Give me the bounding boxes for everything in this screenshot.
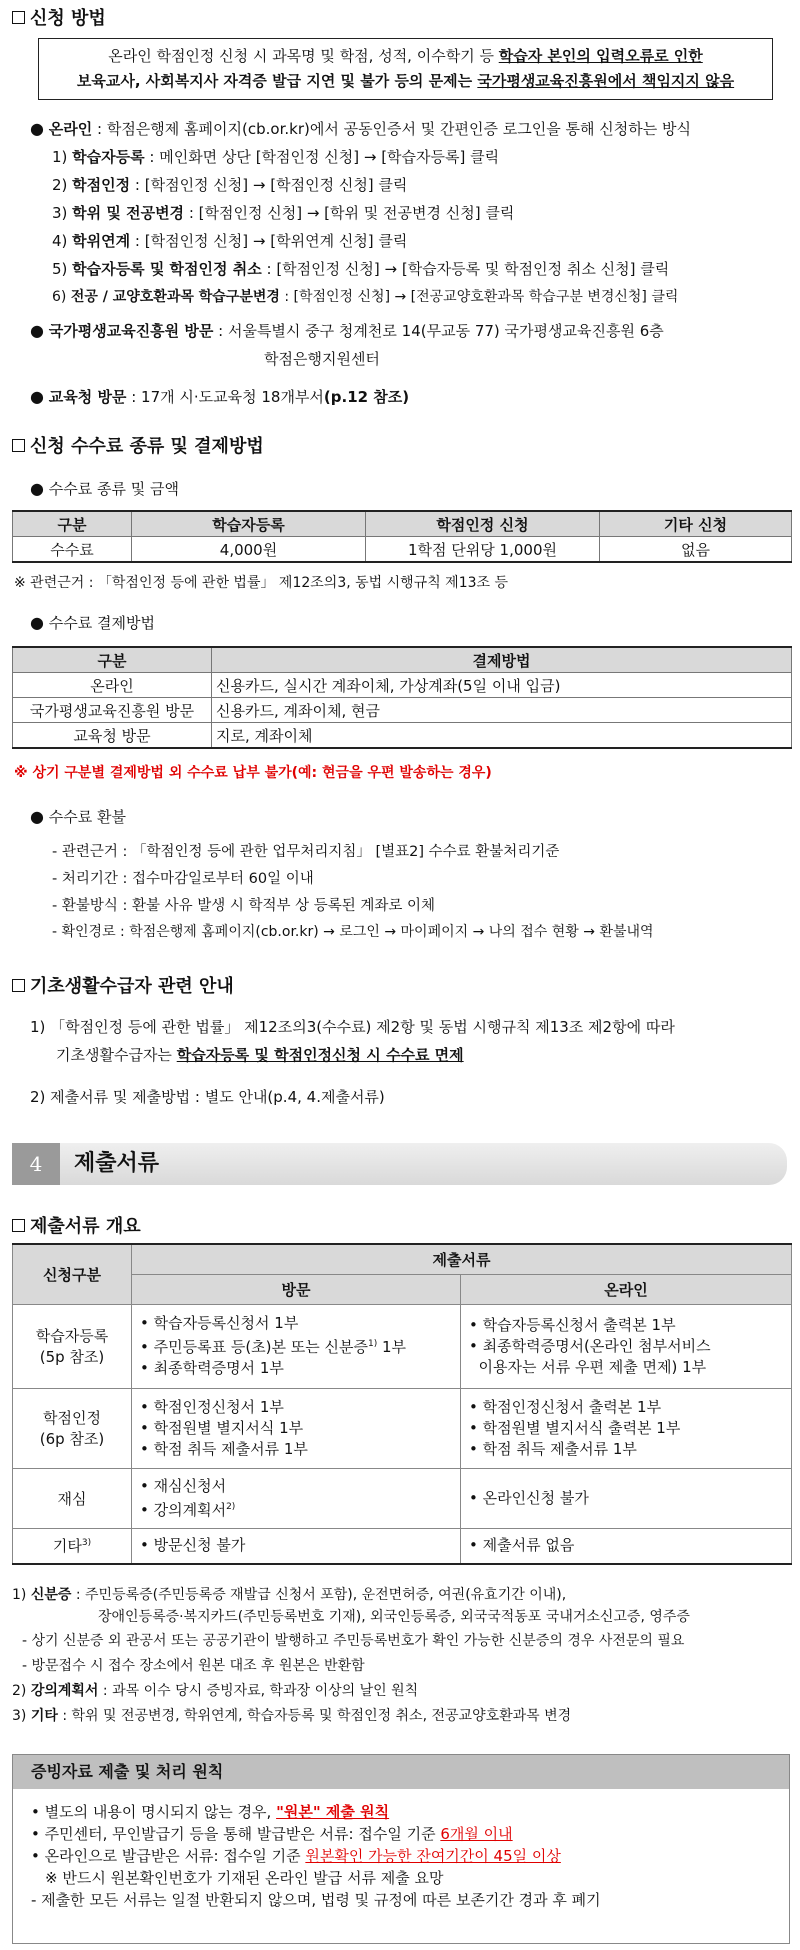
text: • 재심신청서 bbox=[140, 1476, 227, 1495]
text: 기초생활수급자는 bbox=[56, 1046, 177, 1064]
text: 학습자등록 및 학점인정 취소 bbox=[72, 260, 262, 278]
text: : 서울특별시 중구 청계천로 14(무교동 77) 국가평생교육진흥원 6층 bbox=[213, 322, 664, 340]
section-apply-title bbox=[12, 4, 106, 30]
text: 신청 수수료 종류 및 결제방법 bbox=[30, 436, 264, 457]
text: 국가평생교육진흥원 방문 bbox=[48, 322, 214, 340]
text: 6) bbox=[52, 289, 71, 305]
evidence-body bbox=[31, 1801, 601, 1911]
text: 원본확인 가능한 잔여기간이 45일 이상 bbox=[305, 1847, 561, 1865]
table-header: 신청구분 bbox=[13, 1244, 132, 1304]
text: • 별도의 내용이 명시되지 않는 경우, bbox=[31, 1803, 277, 1821]
footnote-1-cont: 장애인등록증·복지카드(주민등록번호 기재), 외국인등록증, 외국국적동포 국내거소신고증, 영주증 bbox=[98, 1609, 690, 1625]
table-row bbox=[13, 698, 792, 723]
text: • 최종학력증명서 1부 bbox=[140, 1359, 284, 1377]
notice-box bbox=[38, 38, 773, 100]
text: : 메인화면 상단 [학점인정 신청] → [학습자등록] 클릭 bbox=[144, 148, 500, 166]
table-row bbox=[13, 537, 792, 563]
text: • 학점 취득 제출서류 1부 bbox=[469, 1439, 637, 1458]
table-row bbox=[13, 1304, 792, 1388]
text: 학위연계 bbox=[72, 232, 131, 250]
text: 신분증 bbox=[30, 1587, 72, 1603]
text: 지로, 계좌이체 bbox=[212, 723, 792, 749]
text: 기초생활수급자 관련 안내 bbox=[30, 976, 234, 997]
text: 신용카드, 계좌이체, 현금 bbox=[212, 698, 792, 723]
checkbox-square-icon bbox=[12, 1219, 25, 1232]
text: 강의계획서 bbox=[30, 1683, 99, 1699]
apply-step bbox=[52, 230, 407, 251]
table-header: 결제방법 bbox=[212, 647, 792, 673]
text: 보육교사, 사회복지사 자격증 발급 지연 및 불가 등의 문제는 bbox=[76, 72, 478, 90]
text: 1) bbox=[52, 148, 73, 166]
text: 학점인정 bbox=[43, 1409, 101, 1427]
text: 2) bbox=[226, 1501, 236, 1512]
text: 6개월 이내 bbox=[440, 1825, 513, 1843]
refund-item: - 관련근거 : 「학점인정 등에 관한 업무처리지침」 [별표2] 수수료 환불처리기준 bbox=[52, 844, 560, 860]
text: 없음 bbox=[600, 537, 792, 563]
checkbox-square-icon bbox=[12, 439, 25, 452]
text: (6p 참조) bbox=[39, 1430, 105, 1448]
text: : 과목 이수 당시 증빙자료, 학과장 이상의 날인 원칙 bbox=[98, 1683, 419, 1699]
footnote-3 bbox=[12, 1705, 571, 1725]
section-basic-title bbox=[12, 972, 234, 998]
footnote-1 bbox=[12, 1584, 566, 1604]
apply-step bbox=[52, 146, 499, 167]
text: • 온라인신청 불가 bbox=[469, 1488, 589, 1507]
checkbox-square-icon bbox=[12, 11, 25, 24]
apply-online bbox=[30, 118, 691, 139]
text: • 학점원별 별지서식 출력본 1부 bbox=[469, 1418, 681, 1437]
text: 국가평생교육진흥원 방문 bbox=[13, 698, 212, 723]
footnote-2 bbox=[12, 1680, 418, 1700]
text: : [학점인정 신청] → [전공교양호환과목 학습구분 변경신청] 클릭 bbox=[279, 289, 679, 305]
text: 온라인 bbox=[48, 120, 93, 138]
table-row bbox=[13, 723, 792, 749]
text: (p.12 참조) bbox=[323, 388, 410, 406]
chapter-banner bbox=[12, 1143, 787, 1185]
refund-item: - 처리기간 : 접수마감일로부터 60일 이내 bbox=[52, 871, 314, 887]
text: • 학습자등록신청서 1부 bbox=[140, 1314, 299, 1332]
text: 수수료 결제방법 bbox=[48, 614, 155, 632]
payment-warning: ※ 상기 구분별 결제방법 외 수수료 납부 불가(예: 현금을 우편 발송하는 경우) bbox=[14, 765, 492, 781]
text: : 학점은행제 홈페이지(cb.or.kr)에서 공동인증서 및 간편인증 로그인을 통해 신청하는 방식 bbox=[92, 120, 691, 138]
refund-label bbox=[30, 806, 126, 827]
apply-step bbox=[52, 202, 514, 223]
bullet-icon: ● bbox=[30, 321, 44, 340]
text: 재심 bbox=[13, 1468, 132, 1528]
text: 온라인 bbox=[13, 673, 212, 698]
text: • 학습자등록신청서 출력본 1부 bbox=[469, 1315, 676, 1334]
text: • 학점 취득 제출서류 1부 bbox=[140, 1439, 308, 1458]
chapter-title: 제출서류 bbox=[74, 1151, 160, 1176]
text: 1) bbox=[12, 1587, 31, 1603]
text: 기타 bbox=[52, 1537, 82, 1556]
bullet-icon: ● bbox=[30, 807, 44, 826]
basic-item-1: 1) 「학점인정 등에 관한 법률」 제12조의3(수수료) 제2항 및 동법 시행규칙 제13조 제2항에 따라 bbox=[30, 1018, 675, 1036]
text: 수수료 bbox=[13, 537, 132, 563]
text: "원본" 제출 원칙 bbox=[276, 1803, 390, 1821]
bullet-icon: ● bbox=[30, 613, 44, 632]
text: 교육청 방문 bbox=[13, 723, 212, 749]
evidence-box bbox=[12, 1754, 790, 1944]
text: 3) bbox=[12, 1708, 31, 1724]
text: 전공 / 교양호환과목 학습구분변경 bbox=[70, 289, 280, 305]
table-row bbox=[13, 673, 792, 698]
footnote-1-sub: - 상기 신분증 외 관공서 또는 공공기관이 발행하고 주민등록번호가 확인 가능한 신분증의 경우 사전문의 필요 bbox=[22, 1633, 685, 1649]
chapter-number: 4 bbox=[12, 1143, 60, 1185]
text: : 학위 및 전공변경, 학위연계, 학습자등록 및 학점인정 취소, 전공교양호환과목 변경 bbox=[57, 1708, 572, 1724]
text: 기타 bbox=[30, 1708, 58, 1724]
text: : [학점인정 신청] → [학위 및 전공변경 신청] 클릭 bbox=[184, 204, 515, 222]
text: • 학점인정신청서 1부 bbox=[140, 1397, 284, 1416]
text: 학습자 본인의 입력오류로 인한 bbox=[498, 47, 703, 65]
text: 2) bbox=[52, 176, 73, 194]
table-header: 학점인정 신청 bbox=[366, 511, 600, 537]
text: 제출서류 개요 bbox=[30, 1216, 141, 1237]
fee-types-label bbox=[30, 478, 179, 499]
apply-step bbox=[52, 286, 678, 306]
table-header: 구분 bbox=[13, 647, 212, 673]
text: 국가평생교육진흥원에서 책임지지 않음 bbox=[477, 72, 735, 90]
text: 1부 bbox=[377, 1338, 407, 1356]
text: 학점인정 bbox=[72, 176, 131, 194]
text: 학습자등록 및 학점인정신청 시 수수료 면제 bbox=[176, 1046, 464, 1064]
basic-item-1-cont bbox=[56, 1044, 464, 1065]
table-header: 학습자등록 bbox=[132, 511, 366, 537]
text: 수수료 환불 bbox=[48, 808, 126, 826]
evidence-title: 증빙자료 제출 및 처리 원칙 bbox=[13, 1755, 789, 1789]
fee-pay-label bbox=[30, 612, 155, 633]
text: : [학점인정 신청] → [학위연계 신청] 클릭 bbox=[130, 232, 408, 250]
bullet-icon: ● bbox=[30, 479, 44, 498]
text: • 강의계획서 bbox=[140, 1500, 227, 1519]
text: 3) bbox=[52, 204, 73, 222]
text: ※ 반드시 원본확인번호가 기재된 온라인 발급 서류 제출 요망 bbox=[45, 1869, 444, 1887]
text: 신청 방법 bbox=[30, 8, 106, 29]
text: • 주민센터, 무인발급기 등을 통해 발급받은 서류: 접수일 기준 bbox=[31, 1825, 441, 1843]
fee-table bbox=[12, 510, 792, 563]
text: 학습자등록 bbox=[35, 1327, 109, 1345]
text: (5p 참조) bbox=[39, 1348, 105, 1366]
text: 온라인 학점인정 신청 시 과목명 및 학점, 성적, 이수학기 등 bbox=[108, 47, 499, 65]
payment-table bbox=[12, 646, 792, 749]
table-row bbox=[13, 1468, 792, 1528]
bullet-icon: ● bbox=[30, 387, 44, 406]
text: 4,000원 bbox=[132, 537, 366, 563]
apply-step bbox=[52, 258, 669, 279]
text: 신용카드, 실시간 계좌이체, 가상계좌(5일 이내 입금) bbox=[212, 673, 792, 698]
apply-visit-line2: 학점은행지원센터 bbox=[264, 350, 380, 368]
documents-table bbox=[12, 1243, 792, 1565]
text: • 주민등록표 등(초)본 또는 신분증 bbox=[140, 1338, 368, 1356]
table-header: 제출서류 bbox=[132, 1244, 792, 1274]
text: : 주민등록증(주민등록증 재발급 신청서 포함), 운전면허증, 여권(유효기간 이내), bbox=[71, 1587, 567, 1603]
text: 1학점 단위당 1,000원 bbox=[366, 537, 600, 563]
text: • 최종학력증명서(온라인 첨부서비스 bbox=[469, 1336, 711, 1355]
text: 1) bbox=[368, 1339, 378, 1349]
text: • 학점인정신청서 출력본 1부 bbox=[469, 1397, 662, 1416]
law-note: ※ 관련근거 : 「학점인정 등에 관한 법률」 제12조의3, 동법 시행규칙 제13조 등 bbox=[14, 575, 509, 591]
table-header: 방문 bbox=[132, 1274, 461, 1304]
table-row bbox=[13, 1388, 792, 1468]
text: • 온라인으로 발급받은 서류: 접수일 기준 bbox=[31, 1847, 306, 1865]
text: • 학점원별 별지서식 1부 bbox=[140, 1418, 304, 1437]
table-header: 기타 신청 bbox=[600, 511, 792, 537]
text: : [학점인정 신청] → [학점인정 신청] 클릭 bbox=[130, 176, 408, 194]
table-header: 구분 bbox=[13, 511, 132, 537]
text: 3) bbox=[81, 1538, 92, 1549]
apply-edu bbox=[30, 386, 409, 407]
apply-visit bbox=[30, 320, 664, 341]
text: 교육청 방문 bbox=[48, 388, 127, 406]
text: 4) bbox=[52, 232, 73, 250]
text: 학습자등록 bbox=[72, 148, 145, 166]
section-docs-title bbox=[12, 1212, 141, 1238]
checkbox-square-icon bbox=[12, 979, 25, 992]
text: • 방문신청 불가 bbox=[140, 1536, 246, 1555]
text: 2) bbox=[12, 1683, 31, 1699]
text: : 17개 시·도교육청 18개부서 bbox=[126, 388, 324, 406]
apply-step bbox=[52, 174, 407, 195]
text: 이용자는 서류 우편 제출 면제) 1부 bbox=[469, 1357, 707, 1376]
text: 수수료 종류 및 금액 bbox=[48, 480, 179, 498]
text: 5) bbox=[52, 260, 73, 278]
text: 학위 및 전공변경 bbox=[72, 204, 185, 222]
refund-item: - 확인경로 : 학점은행제 홈페이지(cb.or.kr) → 로그인 → 마이페이지 → 나의 접수 현황 → 환불내역 bbox=[52, 924, 654, 940]
footnote-1-sub: - 방문접수 시 접수 장소에서 원본 대조 후 원본은 반환함 bbox=[22, 1658, 365, 1674]
bullet-icon: ● bbox=[30, 119, 44, 138]
text: : [학점인정 신청] → [학습자등록 및 학점인정 취소 신청] 클릭 bbox=[261, 260, 670, 278]
text: - 제출한 모든 서류는 일절 반환되지 않으며, 법령 및 규정에 따른 보존기간 경과 후 폐기 bbox=[31, 1891, 601, 1909]
basic-item-2: 2) 제출서류 및 제출방법 : 별도 안내(p.4, 4.제출서류) bbox=[30, 1088, 385, 1106]
text: • 제출서류 없음 bbox=[469, 1536, 575, 1555]
refund-item: - 환불방식 : 환불 사유 발생 시 학적부 상 등록된 계좌로 이체 bbox=[52, 898, 435, 914]
table-header: 온라인 bbox=[461, 1274, 792, 1304]
section-fee-title bbox=[12, 432, 264, 458]
table-row bbox=[13, 1528, 792, 1564]
